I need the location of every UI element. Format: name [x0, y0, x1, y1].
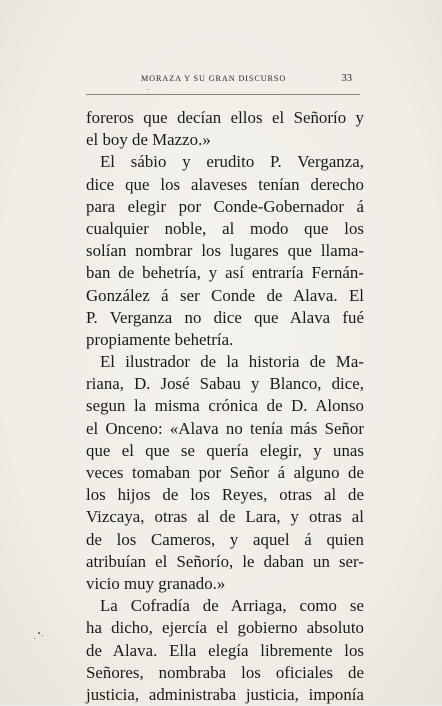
text-line: para elegir por Conde-Gobernador á — [86, 196, 364, 216]
text-line: solían nombrar los lugares que llama- — [86, 241, 364, 261]
running-title: MORAZA Y SU GRAN DISCURSO — [141, 74, 287, 83]
text-line: los hijos de los Reyes, otras al de — [86, 485, 364, 505]
text-line: el Onceno: «Alava no tenía más Señor — [86, 418, 364, 438]
running-head — [86, 74, 360, 88]
text-line: Señores, nombraba los oficiales de — [86, 662, 364, 682]
text-line: El sábio y erudito P. Verganza, — [100, 152, 364, 172]
ink-speck — [148, 89, 149, 90]
ink-speck — [42, 635, 43, 636]
text-line: Vizcaya, otras al de Lara, y otras al — [86, 507, 364, 527]
text-line: P. Verganza no dice que Alava fué — [86, 307, 364, 327]
text-line: segun la misma crónica de D. Alonso — [86, 396, 364, 416]
text-line: atribuían el Señorío, le daban un ser- — [86, 551, 364, 571]
text-line: que el que se quería elegir, y unas — [86, 440, 364, 460]
text-line: el boy de Mazzo.» — [86, 130, 211, 150]
text-line: foreros que decían ellos el Señorío y — [86, 108, 364, 127]
text-line: veces tomaban por Señor á alguno de — [86, 463, 364, 482]
text-line: vicio muy granado.» — [86, 573, 226, 593]
text-line: La Cofradía de Arriaga, como se — [100, 596, 364, 616]
text-line: González á ser Conde de Alava. El — [86, 285, 364, 305]
text-line: ha dicho, ejercía el gobierno absoluto — [86, 618, 364, 638]
body-text — [86, 107, 364, 706]
text-line: dice que los alaveses tenían derecho — [86, 174, 364, 194]
text-line: riana, D. José Sabau y Blanco, dice, — [86, 374, 364, 394]
text-line: propiamente behetría. — [86, 329, 234, 349]
text-line: de Alava. Ella elegía libremente los — [86, 640, 364, 660]
text-line: de los Cameros, y aquel á quien — [86, 529, 364, 549]
header-rule — [86, 94, 360, 95]
ink-speck — [38, 632, 40, 634]
text-line: cualquier noble, al modo que los — [86, 218, 364, 238]
ink-speck — [34, 638, 35, 639]
page-number: 33 — [341, 73, 352, 84]
text-line: El ilustrador de la historia de Ma- — [100, 352, 364, 372]
text-line: ban de behetría, y así entraría Fernán- — [86, 263, 364, 283]
text-line: justicia, administraba justicia, imponía — [86, 684, 364, 704]
